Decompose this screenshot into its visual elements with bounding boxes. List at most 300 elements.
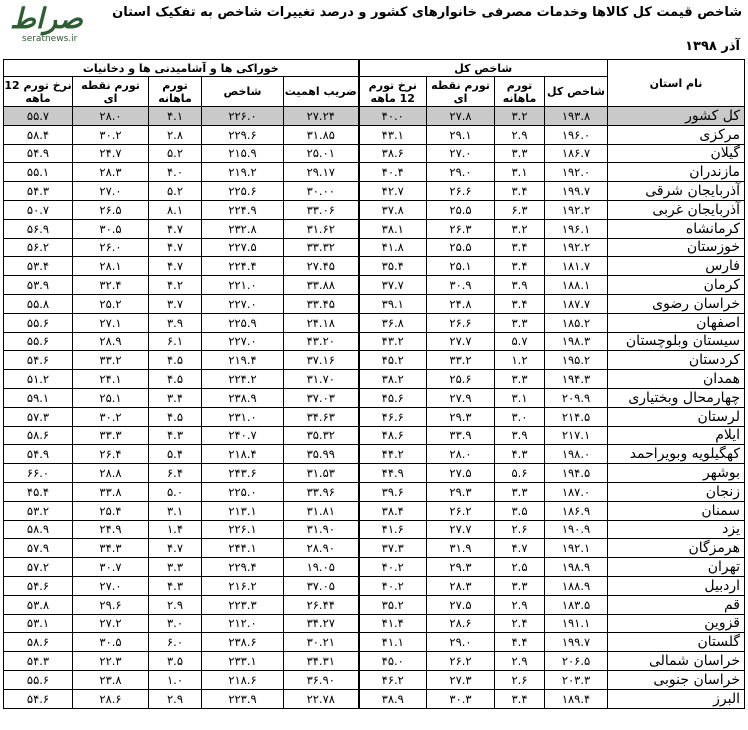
table-row [4, 652, 745, 671]
cell-f-point: ۲۴.۹ [73, 520, 149, 539]
cell-f-index: ۲۱۵.۹ [202, 144, 284, 163]
cell-f-point: ۳۴.۳ [73, 539, 149, 558]
cell-f-annual: ۵۳.۴ [4, 257, 73, 276]
table-row [4, 501, 745, 520]
cell-g-index: ۱۸۷.۷ [545, 294, 608, 313]
table-row [4, 294, 745, 313]
header-general-col-1: تورم ماهانه [495, 77, 545, 107]
table-row [4, 238, 745, 257]
province-name: تهران [608, 558, 745, 577]
table-row [4, 576, 745, 595]
header-province: نام استان [608, 60, 745, 107]
table-row [4, 670, 745, 689]
table-row [4, 125, 745, 144]
cell-f-monthly: ۳.۰ [149, 614, 202, 633]
province-name: بوشهر [608, 464, 745, 483]
province-name: سیستان وبلوچستان [608, 332, 745, 351]
cell-g-annual: ۳۷.۷ [359, 276, 427, 295]
cell-g-point: ۲۷.۷ [427, 332, 495, 351]
cell-f-point: ۳۳.۸ [73, 482, 149, 501]
cell-g-monthly: ۳.۴ [495, 238, 545, 257]
cell-f-point: ۲۷.۰ [73, 182, 149, 201]
province-name: یزد [608, 520, 745, 539]
table-row [4, 107, 745, 126]
cell-f-annual: ۵۰.۷ [4, 200, 73, 219]
cell-g-index: ۲۰۹.۹ [545, 388, 608, 407]
cell-f-index: ۲۴۰.۷ [202, 426, 284, 445]
cell-f-index: ۲۲۱.۰ [202, 276, 284, 295]
cell-g-annual: ۳۸.۶ [359, 144, 427, 163]
province-name: اصفهان [608, 313, 745, 332]
cell-g-point: ۲۸.۶ [427, 614, 495, 633]
cell-g-annual: ۳۹.۶ [359, 482, 427, 501]
cell-f-weight: ۳۱.۸۵ [284, 125, 359, 144]
cell-f-annual: ۵۳.۸ [4, 595, 73, 614]
cell-g-annual: ۴۱.۴ [359, 614, 427, 633]
cell-f-annual: ۵۴.۶ [4, 351, 73, 370]
cell-g-point: ۲۹.۰ [427, 633, 495, 652]
cell-g-annual: ۴۰.۲ [359, 576, 427, 595]
cell-g-annual: ۳۵.۴ [359, 257, 427, 276]
province-name: کرمانشاه [608, 219, 745, 238]
province-name: زنجان [608, 482, 745, 501]
province-name: آذربایجان شرقی [608, 182, 745, 201]
cell-f-weight: ۲۷.۴۵ [284, 257, 359, 276]
cell-g-index: ۲۱۷.۱ [545, 426, 608, 445]
cell-g-annual: ۴۴.۹ [359, 464, 427, 483]
cell-g-index: ۱۹۴.۳ [545, 370, 608, 389]
page-title: شاخص قیمت کل کالاها وخدمات مصرفی خانوارهای کشور و درصد تغییرات شاخص به تفکیک استان [112, 5, 742, 20]
cell-g-monthly: ۴.۷ [495, 539, 545, 558]
cell-g-annual: ۴۵.۲ [359, 351, 427, 370]
cell-g-annual: ۴۱.۸ [359, 238, 427, 257]
cell-g-annual: ۴۳.۲ [359, 332, 427, 351]
cell-g-monthly: ۳.۹ [495, 276, 545, 295]
cell-f-weight: ۲۴.۱۸ [284, 313, 359, 332]
cell-g-point: ۲۹.۱ [427, 125, 495, 144]
cell-g-point: ۳۰.۹ [427, 276, 495, 295]
cell-f-annual: ۵۳.۲ [4, 501, 73, 520]
cell-f-annual: ۵۴.۶ [4, 689, 73, 708]
cell-f-monthly: ۵.۰ [149, 482, 202, 501]
cell-g-point: ۲۷.۵ [427, 595, 495, 614]
cell-g-index: ۱۹۲.۰ [545, 163, 608, 182]
cell-g-annual: ۴۰.۰ [359, 107, 427, 126]
province-name: چهارمحال وبختیاری [608, 388, 745, 407]
cell-f-monthly: ۳.۹ [149, 313, 202, 332]
cell-f-index: ۲۱۶.۲ [202, 576, 284, 595]
cell-f-point: ۲۵.۲ [73, 294, 149, 313]
table-row [4, 633, 745, 652]
cell-g-point: ۲۹.۳ [427, 558, 495, 577]
cell-f-monthly: ۵.۲ [149, 182, 202, 201]
cell-f-point: ۲۷.۰ [73, 576, 149, 595]
cell-g-annual: ۴۶.۲ [359, 670, 427, 689]
cell-g-monthly: ۴.۴ [495, 633, 545, 652]
cell-f-weight: ۳۱.۹۰ [284, 520, 359, 539]
cell-g-annual: ۳۸.۱ [359, 219, 427, 238]
cell-g-monthly: ۳.۳ [495, 370, 545, 389]
cell-g-monthly: ۳.۹ [495, 426, 545, 445]
cell-g-annual: ۴۱.۶ [359, 520, 427, 539]
cell-f-point: ۳۳.۳ [73, 426, 149, 445]
cell-g-monthly: ۳.۴ [495, 182, 545, 201]
cell-g-annual: ۳۸.۴ [359, 501, 427, 520]
cell-f-monthly: ۴.۵ [149, 370, 202, 389]
cell-f-point: ۲۸.۰ [73, 107, 149, 126]
cell-g-monthly: ۳.۱ [495, 163, 545, 182]
table-row [4, 445, 745, 464]
cell-g-point: ۳۰.۳ [427, 689, 495, 708]
cell-f-annual: ۵۸.۹ [4, 520, 73, 539]
cell-g-point: ۳۱.۹ [427, 539, 495, 558]
cell-f-monthly: ۴.۳ [149, 426, 202, 445]
table-row [4, 332, 745, 351]
cell-g-index: ۱۸۵.۲ [545, 313, 608, 332]
report-date: آذر ۱۳۹۸ [685, 39, 740, 54]
cell-g-index: ۱۸۱.۷ [545, 257, 608, 276]
cell-f-index: ۲۳۸.۶ [202, 633, 284, 652]
cell-g-annual: ۳۹.۱ [359, 294, 427, 313]
cell-g-monthly: ۵.۶ [495, 464, 545, 483]
cell-g-annual: ۴۸.۶ [359, 426, 427, 445]
cell-g-monthly: ۳.۴ [495, 257, 545, 276]
cell-g-index: ۱۹۰.۹ [545, 520, 608, 539]
province-name: کردستان [608, 351, 745, 370]
table-row [4, 388, 745, 407]
cell-f-weight: ۳۳.۳۲ [284, 238, 359, 257]
cell-f-index: ۲۱۳.۱ [202, 501, 284, 520]
cell-f-point: ۲۸.۸ [73, 464, 149, 483]
cell-f-annual: ۵۴.۳ [4, 652, 73, 671]
cell-g-point: ۲۴.۸ [427, 294, 495, 313]
header-general-col-3: نرخ تورم 12 ماهه [359, 77, 427, 107]
province-name: کرمان [608, 276, 745, 295]
cell-f-weight: ۳۳.۴۵ [284, 294, 359, 313]
province-name: خراسان شمالی [608, 652, 745, 671]
cell-f-monthly: ۴.۱ [149, 107, 202, 126]
cell-f-monthly: ۴.۷ [149, 539, 202, 558]
cell-g-index: ۱۸۹.۴ [545, 689, 608, 708]
cell-f-weight: ۲۹.۱۷ [284, 163, 359, 182]
cell-g-point: ۲۹.۰ [427, 163, 495, 182]
table-row [4, 313, 745, 332]
cell-g-annual: ۳۸.۹ [359, 689, 427, 708]
cell-f-annual: ۵۴.۹ [4, 144, 73, 163]
header-food-col-1: شاخص [202, 77, 284, 107]
province-name: مازندران [608, 163, 745, 182]
table-row [4, 464, 745, 483]
cell-f-monthly: ۲.۸ [149, 125, 202, 144]
cell-g-annual: ۴۵.۰ [359, 652, 427, 671]
cell-f-annual: ۵۹.۱ [4, 388, 73, 407]
header-food-group: خوراکی ها و آشامیدنی ها و دخانیات [4, 60, 359, 77]
table-row [4, 276, 745, 295]
table-row [4, 370, 745, 389]
inflation-table [3, 59, 745, 709]
cell-g-index: ۱۹۴.۵ [545, 464, 608, 483]
cell-f-monthly: ۴.۷ [149, 219, 202, 238]
cell-f-weight: ۲۲.۷۸ [284, 689, 359, 708]
cell-f-annual: ۵۵.۶ [4, 332, 73, 351]
table-row [4, 689, 745, 708]
cell-f-annual: ۵۸.۶ [4, 426, 73, 445]
cell-g-point: ۲۸.۰ [427, 445, 495, 464]
cell-f-weight: ۴۳.۲۰ [284, 332, 359, 351]
logo-mark: صراط [10, 2, 83, 35]
cell-f-annual: ۵۵.۶ [4, 313, 73, 332]
cell-g-monthly: ۳.۳ [495, 576, 545, 595]
province-name: کهگیلویه وبویراحمد [608, 445, 745, 464]
cell-f-weight: ۳۴.۲۷ [284, 614, 359, 633]
cell-f-index: ۲۲۹.۶ [202, 125, 284, 144]
cell-g-point: ۲۹.۳ [427, 407, 495, 426]
cell-g-monthly: ۳.۵ [495, 501, 545, 520]
cell-g-index: ۲۱۴.۵ [545, 407, 608, 426]
cell-f-point: ۲۶.۵ [73, 200, 149, 219]
province-name: هرمزگان [608, 539, 745, 558]
cell-f-point: ۲۵.۴ [73, 501, 149, 520]
cell-f-monthly: ۸.۱ [149, 200, 202, 219]
cell-f-point: ۲۶.۴ [73, 445, 149, 464]
cell-g-point: ۲۷.۹ [427, 388, 495, 407]
cell-g-index: ۱۹۸.۳ [545, 332, 608, 351]
table-row [4, 426, 745, 445]
cell-f-monthly: ۴.۲ [149, 276, 202, 295]
logo-site: seratnews.ir [22, 34, 78, 44]
cell-f-monthly: ۶.۱ [149, 332, 202, 351]
table-row [4, 539, 745, 558]
header-food-col-3: تورم نقطه ای [73, 77, 149, 107]
cell-g-monthly: ۲.۹ [495, 652, 545, 671]
cell-f-annual: ۵۸.۴ [4, 125, 73, 144]
province-name: گلستان [608, 633, 745, 652]
cell-f-weight: ۳۰.۰۰ [284, 182, 359, 201]
cell-f-weight: ۳۳.۰۶ [284, 200, 359, 219]
cell-f-monthly: ۳.۷ [149, 294, 202, 313]
table-row [4, 351, 745, 370]
cell-g-monthly: ۳.۳ [495, 144, 545, 163]
cell-g-index: ۲۰۳.۳ [545, 670, 608, 689]
cell-g-index: ۱۸۷.۰ [545, 482, 608, 501]
cell-g-index: ۱۹۹.۷ [545, 182, 608, 201]
cell-f-annual: ۵۶.۹ [4, 219, 73, 238]
province-name: خراسان رضوی [608, 294, 745, 313]
cell-f-weight: ۳۷.۰۵ [284, 576, 359, 595]
cell-f-point: ۲۶.۰ [73, 238, 149, 257]
header-food-col-0: ضریب اهمیت [284, 77, 359, 107]
cell-f-point: ۳۰.۷ [73, 558, 149, 577]
cell-f-weight: ۳۶.۹۰ [284, 670, 359, 689]
cell-f-weight: ۳۱.۶۲ [284, 219, 359, 238]
table-row [4, 144, 745, 163]
cell-g-index: ۱۹۲.۲ [545, 200, 608, 219]
cell-g-index: ۱۹۸.۰ [545, 445, 608, 464]
cell-g-annual: ۳۷.۸ [359, 200, 427, 219]
cell-f-annual: ۴۵.۴ [4, 482, 73, 501]
cell-g-index: ۲۰۶.۵ [545, 652, 608, 671]
cell-g-monthly: ۴.۳ [495, 445, 545, 464]
cell-f-index: ۲۲۷.۵ [202, 238, 284, 257]
cell-f-index: ۲۴۳.۶ [202, 464, 284, 483]
cell-g-annual: ۴۰.۲ [359, 558, 427, 577]
cell-g-point: ۲۶.۲ [427, 501, 495, 520]
cell-f-monthly: ۳.۵ [149, 652, 202, 671]
cell-g-point: ۲۷.۰ [427, 144, 495, 163]
cell-f-annual: ۵۵.۱ [4, 163, 73, 182]
cell-g-index: ۱۹۹.۷ [545, 633, 608, 652]
table-row [4, 219, 745, 238]
cell-g-point: ۲۷.۵ [427, 464, 495, 483]
cell-f-index: ۲۲۴.۹ [202, 200, 284, 219]
cell-f-point: ۲۳.۸ [73, 670, 149, 689]
header-food-col-4: نرخ تورم 12 ماهه [4, 78, 72, 105]
cell-g-monthly: ۲.۴ [495, 614, 545, 633]
cell-f-index: ۲۲۵.۰ [202, 482, 284, 501]
province-name: آذربایجان غربی [608, 200, 745, 219]
cell-f-index: ۲۲۹.۴ [202, 558, 284, 577]
cell-f-weight: ۲۷.۲۴ [284, 107, 359, 126]
cell-f-annual: ۵۵.۸ [4, 294, 73, 313]
cell-g-monthly: ۲.۹ [495, 125, 545, 144]
cell-f-monthly: ۶.۴ [149, 464, 202, 483]
cell-f-index: ۲۳۸.۹ [202, 388, 284, 407]
site-logo [4, 3, 96, 47]
province-name: سمنان [608, 501, 745, 520]
cell-f-weight: ۲۸.۹۰ [284, 539, 359, 558]
province-name: اردبیل [608, 576, 745, 595]
cell-f-index: ۲۲۵.۹ [202, 313, 284, 332]
cell-f-index: ۲۳۳.۱ [202, 652, 284, 671]
cell-g-index: ۱۹۲.۲ [545, 238, 608, 257]
cell-f-index: ۲۴۴.۱ [202, 539, 284, 558]
cell-g-index: ۱۸۶.۷ [545, 144, 608, 163]
cell-f-point: ۲۵.۱ [73, 388, 149, 407]
header-general-col-0: شاخص کل [545, 77, 608, 107]
cell-f-point: ۳۰.۲ [73, 125, 149, 144]
cell-g-monthly: ۳.۴ [495, 689, 545, 708]
cell-f-index: ۲۳۱.۰ [202, 407, 284, 426]
cell-g-point: ۲۵.۱ [427, 257, 495, 276]
province-name: خوزستان [608, 238, 745, 257]
cell-f-index: ۲۲۳.۳ [202, 595, 284, 614]
cell-f-monthly: ۴.۷ [149, 238, 202, 257]
cell-g-monthly: ۲.۵ [495, 558, 545, 577]
cell-g-point: ۲۶.۳ [427, 219, 495, 238]
cell-g-index: ۱۹۳.۸ [545, 107, 608, 126]
province-name: قزوین [608, 614, 745, 633]
cell-f-point: ۲۹.۶ [73, 595, 149, 614]
cell-f-point: ۲۷.۲ [73, 614, 149, 633]
cell-g-point: ۳۳.۹ [427, 426, 495, 445]
header-food-col-2: تورم ماهانه [149, 77, 202, 107]
table-row [4, 482, 745, 501]
cell-f-point: ۳۰.۲ [73, 407, 149, 426]
cell-f-annual: ۵۶.۲ [4, 238, 73, 257]
cell-f-weight: ۳۱.۸۱ [284, 501, 359, 520]
cell-f-annual: ۵۸.۶ [4, 633, 73, 652]
cell-f-monthly: ۲.۹ [149, 689, 202, 708]
cell-g-point: ۲۸.۳ [427, 576, 495, 595]
table-row [4, 200, 745, 219]
cell-g-annual: ۴۱.۱ [359, 633, 427, 652]
province-name: مرکزی [608, 125, 745, 144]
cell-g-index: ۱۹۲.۱ [545, 539, 608, 558]
cell-f-monthly: ۵.۲ [149, 144, 202, 163]
cell-g-index: ۱۹۵.۲ [545, 351, 608, 370]
cell-f-monthly: ۲.۹ [149, 595, 202, 614]
cell-f-monthly: ۱.۰ [149, 670, 202, 689]
province-name: خراسان جنوبی [608, 670, 745, 689]
cell-f-weight: ۳۵.۳۲ [284, 426, 359, 445]
cell-g-monthly: ۳.۴ [495, 294, 545, 313]
cell-g-monthly: ۶.۳ [495, 200, 545, 219]
cell-f-weight: ۳۴.۶۳ [284, 407, 359, 426]
cell-g-annual: ۳۵.۲ [359, 595, 427, 614]
cell-f-index: ۲۱۸.۴ [202, 445, 284, 464]
cell-g-point: ۳۳.۲ [427, 351, 495, 370]
cell-f-weight: ۳۱.۵۳ [284, 464, 359, 483]
cell-f-point: ۳۲.۴ [73, 276, 149, 295]
cell-g-monthly: ۲.۶ [495, 670, 545, 689]
cell-g-monthly: ۳.۲ [495, 107, 545, 126]
cell-f-monthly: ۳.۱ [149, 501, 202, 520]
cell-f-point: ۲۸.۹ [73, 332, 149, 351]
cell-g-annual: ۴۴.۲ [359, 445, 427, 464]
cell-f-index: ۲۲۶.۰ [202, 107, 284, 126]
cell-g-point: ۲۷.۷ [427, 520, 495, 539]
cell-g-point: ۲۵.۵ [427, 200, 495, 219]
table-row [4, 558, 745, 577]
cell-f-point: ۳۰.۵ [73, 633, 149, 652]
cell-f-annual: ۵۴.۶ [4, 576, 73, 595]
cell-f-point: ۲۸.۱ [73, 257, 149, 276]
cell-f-point: ۳۳.۲ [73, 351, 149, 370]
cell-f-annual: ۵۳.۱ [4, 614, 73, 633]
cell-f-annual: ۵۷.۳ [4, 407, 73, 426]
cell-g-annual: ۴۵.۶ [359, 388, 427, 407]
cell-f-monthly: ۱.۴ [149, 520, 202, 539]
cell-f-weight: ۳۳.۹۶ [284, 482, 359, 501]
cell-g-index: ۱۸۸.۱ [545, 276, 608, 295]
cell-f-monthly: ۳.۳ [149, 558, 202, 577]
cell-f-weight: ۳۴.۳۱ [284, 652, 359, 671]
cell-g-point: ۲۵.۶ [427, 370, 495, 389]
table-row [4, 257, 745, 276]
cell-g-index: ۱۸۶.۹ [545, 501, 608, 520]
table-row [4, 407, 745, 426]
cell-f-monthly: ۴.۵ [149, 407, 202, 426]
cell-g-annual: ۴۳.۱ [359, 125, 427, 144]
cell-g-point: ۲۶.۶ [427, 182, 495, 201]
cell-f-annual: ۵۷.۲ [4, 558, 73, 577]
cell-f-annual: ۶۶.۰ [4, 464, 73, 483]
cell-f-point: ۲۷.۱ [73, 313, 149, 332]
province-name: البرز [608, 689, 745, 708]
cell-f-annual: ۵۵.۷ [4, 107, 73, 126]
cell-g-index: ۱۹۶.۱ [545, 219, 608, 238]
cell-g-annual: ۴۲.۷ [359, 182, 427, 201]
cell-g-monthly: ۱.۲ [495, 351, 545, 370]
province-name: ایلام [608, 426, 745, 445]
cell-g-monthly: ۳.۲ [495, 219, 545, 238]
cell-g-point: ۲۹.۳ [427, 482, 495, 501]
cell-g-annual: ۳۷.۳ [359, 539, 427, 558]
cell-f-monthly: ۴.۵ [149, 351, 202, 370]
cell-f-index: ۲۱۲.۰ [202, 614, 284, 633]
cell-f-weight: ۲۵.۰۱ [284, 144, 359, 163]
cell-f-annual: ۵۵.۶ [4, 670, 73, 689]
